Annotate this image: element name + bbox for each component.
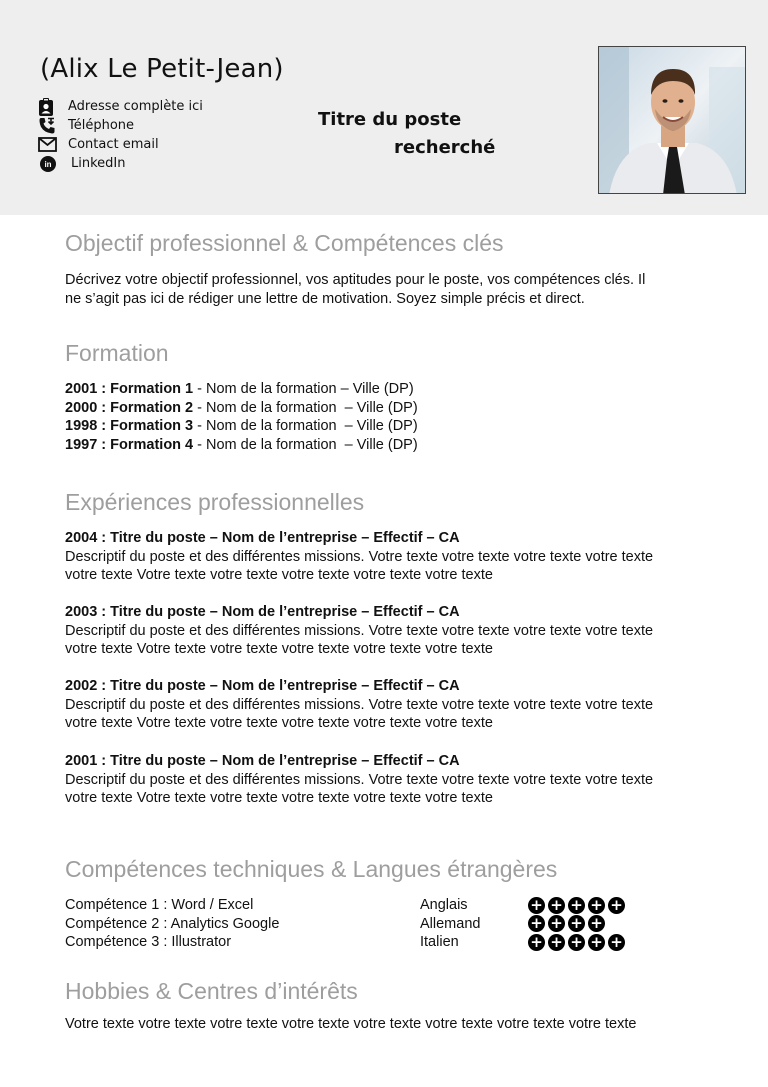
skills-list — [65, 896, 279, 952]
formation-label: 2001 : Formation 1 — [65, 381, 194, 397]
level-dot-icon: + — [528, 915, 545, 932]
formation-list — [65, 380, 418, 454]
objectif-line: ne s’agit pas ici de rédiger une lettre de motivation. Soyez simple précis et direct. — [65, 290, 585, 307]
level-dot-icon: + — [608, 897, 625, 914]
portrait-photo — [598, 46, 746, 194]
language-level-row — [528, 933, 628, 952]
experience-item — [65, 752, 695, 808]
formation-item — [65, 417, 418, 436]
language-level-dots — [528, 896, 628, 952]
job-title-line2: recherché — [394, 137, 496, 158]
experience-description: Descriptif du poste et des différentes missions. Votre texte votre texte votre texte votre texte — [65, 771, 654, 788]
objectif-title: Objectif professionnel & Compétences clés — [65, 230, 504, 256]
level-dot-icon: + — [528, 934, 545, 951]
experience-description: votre texte Votre texte votre texte votre texte votre texte votre texte — [65, 567, 493, 583]
header-band — [0, 0, 768, 215]
experience-item — [65, 529, 695, 585]
formation-item — [65, 380, 418, 399]
experience-item — [65, 677, 695, 733]
formation-label: 2000 : Formation 2 — [65, 399, 194, 416]
experience-heading: 2002 : Titre du poste – Nom de l’entreprise – Effectif – CA — [65, 678, 460, 694]
language-level-row — [528, 915, 628, 934]
formation-detail: - Nom de la formation – Ville (DP) — [193, 436, 418, 453]
formation-detail: - Nom de la formation – Ville (DP) — [193, 399, 418, 416]
language-name: Allemand — [420, 915, 481, 932]
contact-phone-label: Téléphone — [68, 118, 135, 133]
level-dot-icon: + — [548, 897, 565, 914]
experience-item — [65, 603, 695, 659]
experience-description: votre texte Votre texte votre texte votre texte votre texte votre texte — [65, 715, 493, 731]
objectif-text — [65, 271, 695, 308]
contact-linkedin — [38, 154, 203, 173]
contact-list — [38, 97, 203, 173]
formation-item — [65, 399, 418, 418]
contact-address-label: Adresse complète ici — [68, 99, 203, 114]
formation-item — [65, 436, 418, 455]
skill-item: Compétence 3 : Illustrator — [65, 934, 232, 950]
experience-description: Descriptif du poste et des différentes missions. Votre texte votre texte votre texte votre texte — [65, 696, 654, 713]
level-dot-icon: + — [588, 915, 605, 932]
experience-description: votre texte Votre texte votre texte votre texte votre texte votre texte — [65, 641, 493, 657]
contact-linkedin-label: LinkedIn — [71, 156, 126, 171]
formation-detail: - Nom de la formation – Ville (DP) — [193, 381, 414, 397]
skill-item: Compétence 2 : Analytics Google — [65, 915, 280, 932]
level-dot-icon: + — [568, 897, 585, 914]
level-dot-icon: + — [608, 934, 625, 951]
formation-title: Formation — [65, 340, 169, 366]
level-dot-icon: + — [588, 897, 605, 914]
formation-label: 1998 : Formation 3 — [65, 418, 194, 434]
formation-detail: - Nom de la formation – Ville (DP) — [193, 418, 418, 434]
job-title — [318, 106, 495, 162]
level-dot-icon: + — [548, 915, 565, 932]
competences-title: Compétences techniques & Langues étrangères — [65, 856, 558, 882]
job-title-line1: Titre du poste — [318, 109, 462, 130]
experience-description: Descriptif du poste et des différentes missions. Votre texte votre texte votre texte votre texte — [65, 622, 654, 639]
language-name: Italien — [420, 934, 459, 950]
envelope-icon — [38, 136, 60, 154]
linkedin-icon — [38, 155, 60, 173]
svg-text:in: in — [44, 159, 52, 169]
contact-email-label: Contact email — [68, 137, 159, 152]
experience-heading: 2004 : Titre du poste – Nom de l’entreprise – Effectif – CA — [65, 530, 460, 546]
level-dot-icon: + — [528, 897, 545, 914]
skill-item: Compétence 1 : Word / Excel — [65, 897, 254, 913]
candidate-name: (Alix Le Petit-Jean) — [40, 54, 284, 84]
contact-address — [38, 97, 203, 116]
id-badge-icon — [38, 98, 60, 116]
level-dot-icon: + — [568, 934, 585, 951]
experience-description: Descriptif du poste et des différentes missions. Votre texte votre texte votre texte votre texte — [65, 548, 654, 565]
experience-description: votre texte Votre texte votre texte votre texte votre texte votre texte — [65, 790, 493, 806]
level-dot-icon: + — [548, 934, 565, 951]
level-dot-icon: + — [568, 915, 585, 932]
level-dot-icon: + — [588, 934, 605, 951]
experiences-title: Expériences professionnelles — [65, 489, 365, 515]
language-level-row — [528, 896, 628, 915]
hobbies-text: Votre texte votre texte votre texte votre texte votre texte votre texte votre texte votre texte — [65, 1016, 637, 1032]
experience-heading: 2001 : Titre du poste – Nom de l’entreprise – Effectif – CA — [65, 753, 460, 769]
contact-phone — [38, 116, 203, 135]
hobbies-title: Hobbies & Centres d’intérêts — [65, 978, 358, 1004]
language-name: Anglais — [420, 897, 468, 913]
formation-label: 1997 : Formation 4 — [65, 436, 194, 453]
experience-heading: 2003 : Titre du poste – Nom de l’entreprise – Effectif – CA — [65, 604, 460, 620]
phone-icon — [38, 117, 60, 135]
objectif-line: Décrivez votre objectif professionnel, vos aptitudes pour le poste, vos compétences clés. Il — [65, 272, 646, 288]
contact-email — [38, 135, 203, 154]
languages-list — [420, 896, 480, 952]
